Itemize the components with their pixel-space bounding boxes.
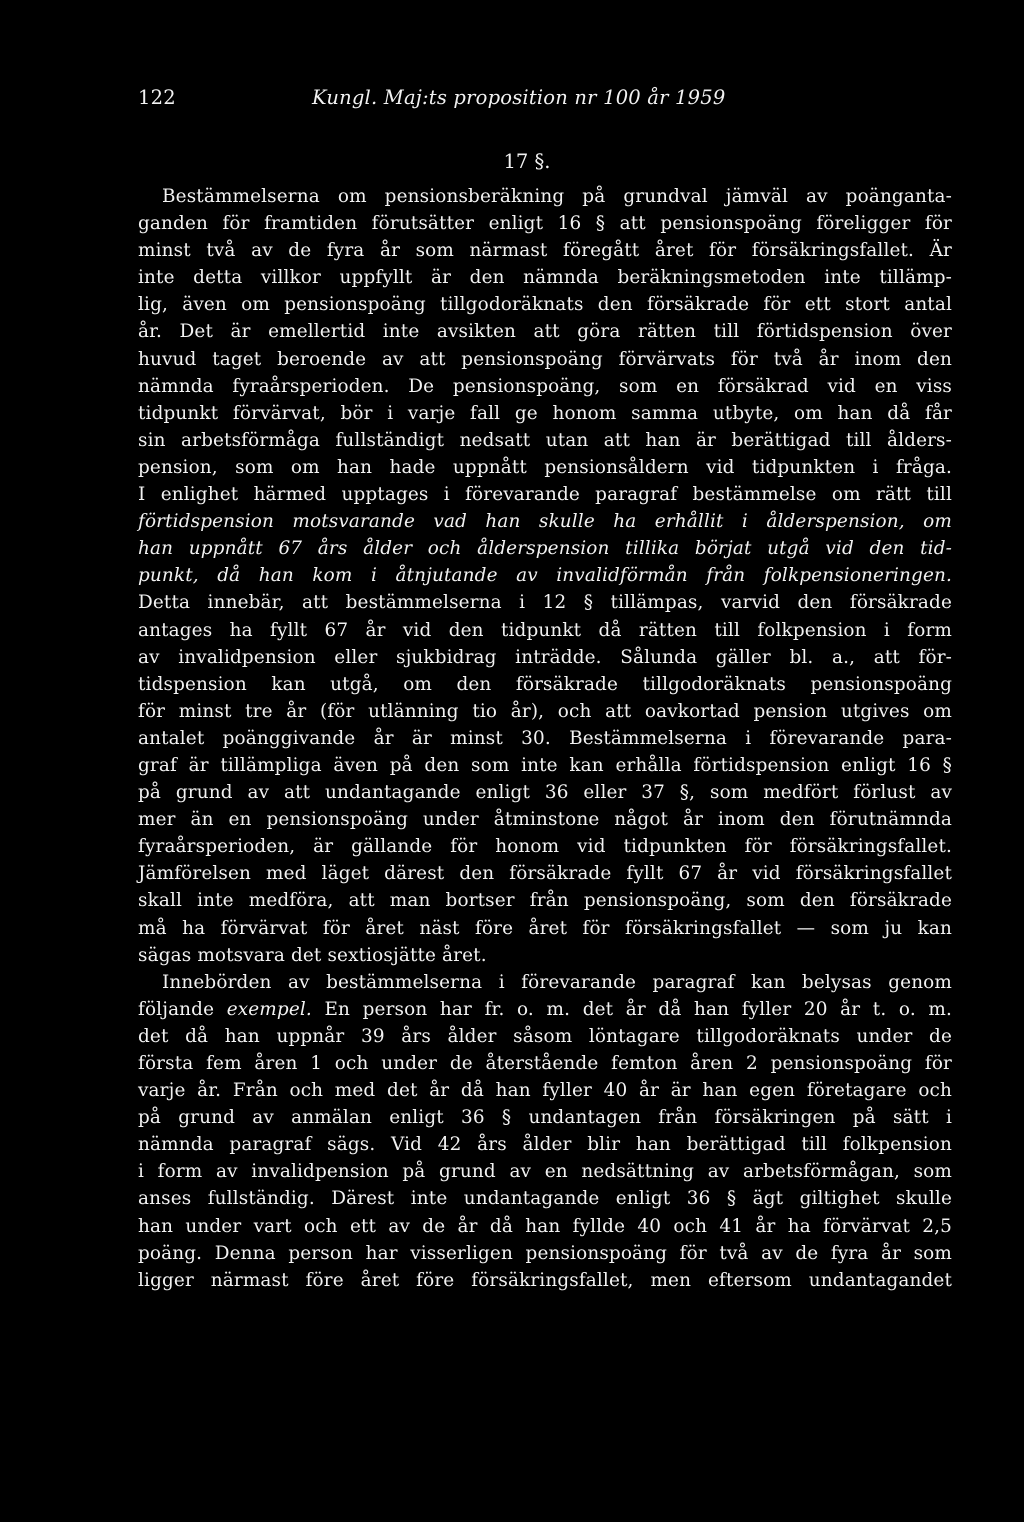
text-line: mer än en pensionspoäng under åtminstone något år inom den förutnämnda (138, 809, 952, 831)
text-line: i form av invalidpension på grund av en nedsättning av arbetsförmågan, som (138, 1161, 952, 1183)
text-line: på grund av att undantagande enligt 36 eller 37 §, som medfört förlust av (138, 782, 952, 804)
text-line: Bestämmelserna om pensionsberäkning på grundval jämväl av poänganta- (162, 186, 952, 207)
text-line: pension, som om han hade uppnått pensionsåldern vid tidpunkten i fråga. (138, 456, 952, 478)
text-line: sin arbetsförmåga fullständigt nedsatt utan att han är berättigad till ålders- (138, 429, 952, 451)
text-line: huvud taget beroende av att pensionspoäng förvärvats för två år inom den (138, 348, 952, 370)
text-line: lig, även om pensionspoäng tillgodoräknats den försäkrade för ett stort antal (138, 294, 952, 316)
text-line: nämnda paragraf sägs. Vid 42 års ålder blir han berättigad till folkpension (138, 1134, 952, 1156)
text-line: antages ha fyllt 67 år vid den tidpunkt då rätten till folkpension i form (138, 619, 952, 641)
text-line: för minst tre år (för utlänning tio år), och att oavkortad pension utgives om (138, 700, 952, 722)
text-line: tidspension kan utgå, om den försäkrade tillgodoräknats pensionspoäng (138, 673, 952, 695)
text-line: varje år. Från och med det år då han fyller 40 år är han egen företagare och (138, 1080, 952, 1102)
text-line: I enlighet härmed upptages i förevarande paragraf bestämmelse om rätt till (138, 484, 952, 506)
text-line: fyraårsperioden, är gällande för honom vid tidpunkten för försäkringsfallet. (138, 836, 952, 858)
page-number: 122 (138, 86, 176, 109)
text-line: han under vart och ett av de år då han fyllde 40 och 41 år ha förvärvat 2,5 (138, 1215, 952, 1237)
text-line: inte detta villkor uppfyllt är den nämnda beräkningsmetoden inte tillämp- (138, 267, 952, 289)
text-line: ganden för framtiden förutsätter enligt 16 § att pensionspoäng föreligger för (138, 213, 952, 235)
text-line: ligger närmast före året före försäkringsfallet, men eftersom undantagandet (138, 1269, 952, 1291)
text-line: första fem åren 1 och under de återstående femton åren 2 pensionspoäng för (138, 1053, 952, 1074)
text-line: sägas motsvara det sextiosjätte året. (138, 944, 487, 966)
text-line: år. Det är emellertid inte avsikten att göra rätten till förtidspension över (138, 321, 952, 343)
running-title: Kungl. Maj:ts proposition nr 100 år 1959 (312, 86, 726, 109)
text-line: förtidspension motsvarande vad han skulle ha erhållit i ålderspension, om (138, 511, 952, 533)
section-title: 17 §. (503, 150, 551, 173)
text-line: det då han uppnår 39 års ålder såsom löntagare tillgodoräknats under de (138, 1025, 952, 1047)
text-line: poäng. Denna person har visserligen pensionspoäng för två av de fyra år som (138, 1242, 952, 1264)
text-line: graf är tillämpliga även på den som inte kan erhålla förtidspension enligt 16 § (138, 754, 952, 776)
text-line: han uppnått 67 års ålder och ålderspension tillika börjat utgå vid den tid- (138, 538, 952, 560)
page-header (138, 86, 958, 116)
text-line: av invalidpension eller sjukbidrag inträdde. Sålunda gäller bl. a., att för- (138, 646, 952, 668)
text-line: på grund av anmälan enligt 36 § undantagen från försäkringen på sätt i (138, 1107, 952, 1129)
text-line: tidpunkt förvärvat, bör i varje fall ge honom samma utbyte, om han då får (138, 402, 952, 424)
text-line: må ha förvärvat för året näst före året för försäkringsfallet — som ju kan (138, 917, 952, 939)
text-line: anses fullständig. Därest inte undantagande enligt 36 § ägt giltighet skulle (138, 1188, 952, 1210)
text-line: Innebörden av bestämmelserna i förevarande paragraf kan belysas genom (162, 971, 952, 993)
text-line: minst två av de fyra år som närmast föregått året för försäkringsfallet. Är (138, 240, 952, 262)
text-line: Jämförelsen med läget därest den försäkrade fyllt 67 år vid försäkringsfallet (138, 863, 952, 885)
text-line: skall inte medföra, att man bortser från pensionspoäng, som den försäkrade (138, 890, 952, 912)
text-line: följande exempel. En person har fr. o. m. det år då han fyller 20 år t. o. m. (138, 998, 952, 1020)
text-line: nämnda fyraårsperioden. De pensionspoäng, som en försäkrad vid en viss (138, 375, 952, 397)
text-line: Detta innebär, att bestämmelserna i 12 § tillämpas, varvid den försäkrade (138, 592, 952, 614)
text-line: punkt, då han kom i åtnjutande av invalidförmån från folkpensioneringen. (138, 565, 952, 587)
text-line: antalet poänggivande år är minst 30. Bestämmelserna i förevarande para- (138, 727, 952, 749)
body-text (138, 183, 952, 1294)
